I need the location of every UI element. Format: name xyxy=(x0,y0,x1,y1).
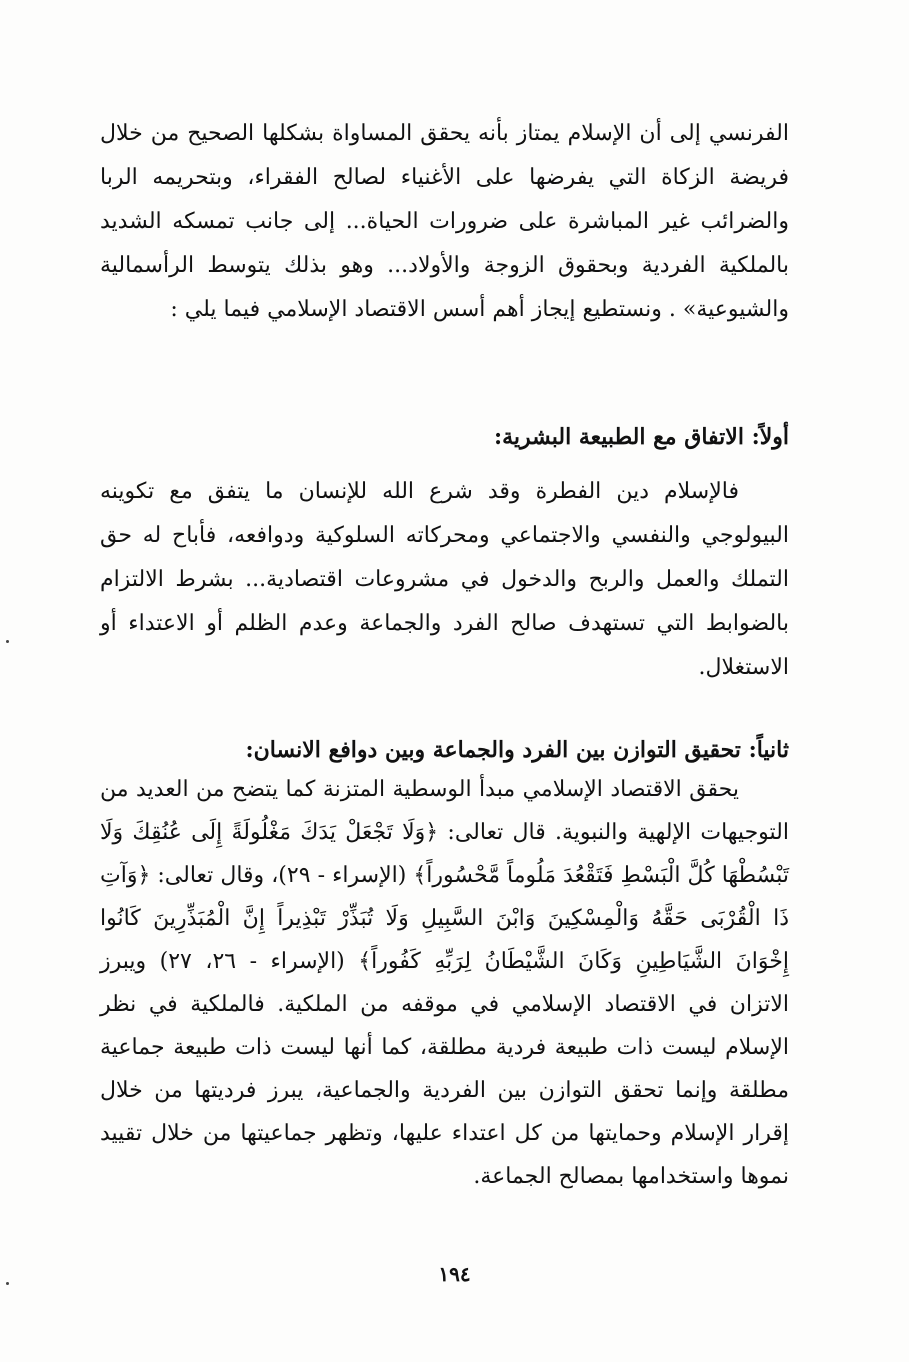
scan-speck xyxy=(6,1282,9,1285)
paragraph-balance: يحقق الاقتصاد الإسلامي مبدأ الوسطية المتزنة كما يتضح من العديد من التوجيهات الإلهية والنبوية. قال تعالى: ﴿وَلَا تَجْعَلْ يَدَكَ مَغْلُولَةً إِلَى عُنُقِكَ وَلَا تَبْسُطْهَا كُلَّ الْبَسْطِ فَتَقْعُدَ مَلُوماً مَّحْسُوراً﴾ (الإسراء - ٢٩)، وقال تعالى: ﴿وَآتِ ذَا الْقُرْبَى حَقَّهُ وَالْمِسْكِينَ وَابْنَ السَّبِيلِ وَلَا تُبَذِّرْ تَبْذِيراً إِنَّ الْمُبَذِّرِينَ كَانُوا إِخْوَانَ الشَّيَاطِينِ وَكَانَ الشَّيْطَانُ لِرَبِّهِ كَفُوراً﴾ (الإسراء - ٢٦، ٢٧) ويبرز الاتزان في الاقتصاد الإسلامي في موقفه من الملكية. فالملكية في نظر الإسلام ليست ذات طبيعة فردية مطلقة، كما أنها ليست ذات طبيعة جماعية مطلقة وإنما تحقق التوازن بين الفردية والجماعية، يبرز فرديتها من خلال إقرار الإسلام وحمايتها من كل اعتداء عليها، وتظهر جماعيتها من خلال تقييد نموها واستخدامها بمصالح الجماعة. xyxy=(100,777,789,1189)
page-number: ١٩٤ xyxy=(438,1262,471,1286)
section-heading-first: أولاً: الاتفاق مع الطبيعة البشرية: xyxy=(493,424,789,450)
paragraph-human-nature: فالإسلام دين الفطرة وقد شرع الله للإنسان ما يتفق مع تكوينه البيولوجي والنفسي والاجتماعي ومحركاته السلوكية ودوافعه، فأباح له حق التملك والعمل والربح والدخول في مشروعات اقتصادية... بشرط الالتزام بالضوابط التي تستهدف صالح الفرد والجماعة وعدم الظلم أو الاعتداء أو الاستغلال. xyxy=(100,479,789,680)
paragraph-intro: الفرنسي إلى أن الإسلام يمتاز بأنه يحقق المساواة بشكلها الصحيح من خلال فريضة الزكاة التي يفرضها على الأغنياء لصالح الفقراء، وبتحريمه الربا والضرائب غير المباشرة على ضرورات الحياة... إلى جانب تمسكه الشديد بالملكية الفردية وبحقوق الزوجة والأولاد... وهو بذلك يتوسط الرأسمالية والشيوعية» . ونستطيع إيجاز أهم أسس الاقتصاد الإسلامي فيما يلي : xyxy=(100,121,789,322)
section-heading-second: ثانياً: تحقيق التوازن بين الفرد والجماعة وبين دوافع الانسان: xyxy=(245,737,789,763)
scan-speck xyxy=(6,640,9,643)
